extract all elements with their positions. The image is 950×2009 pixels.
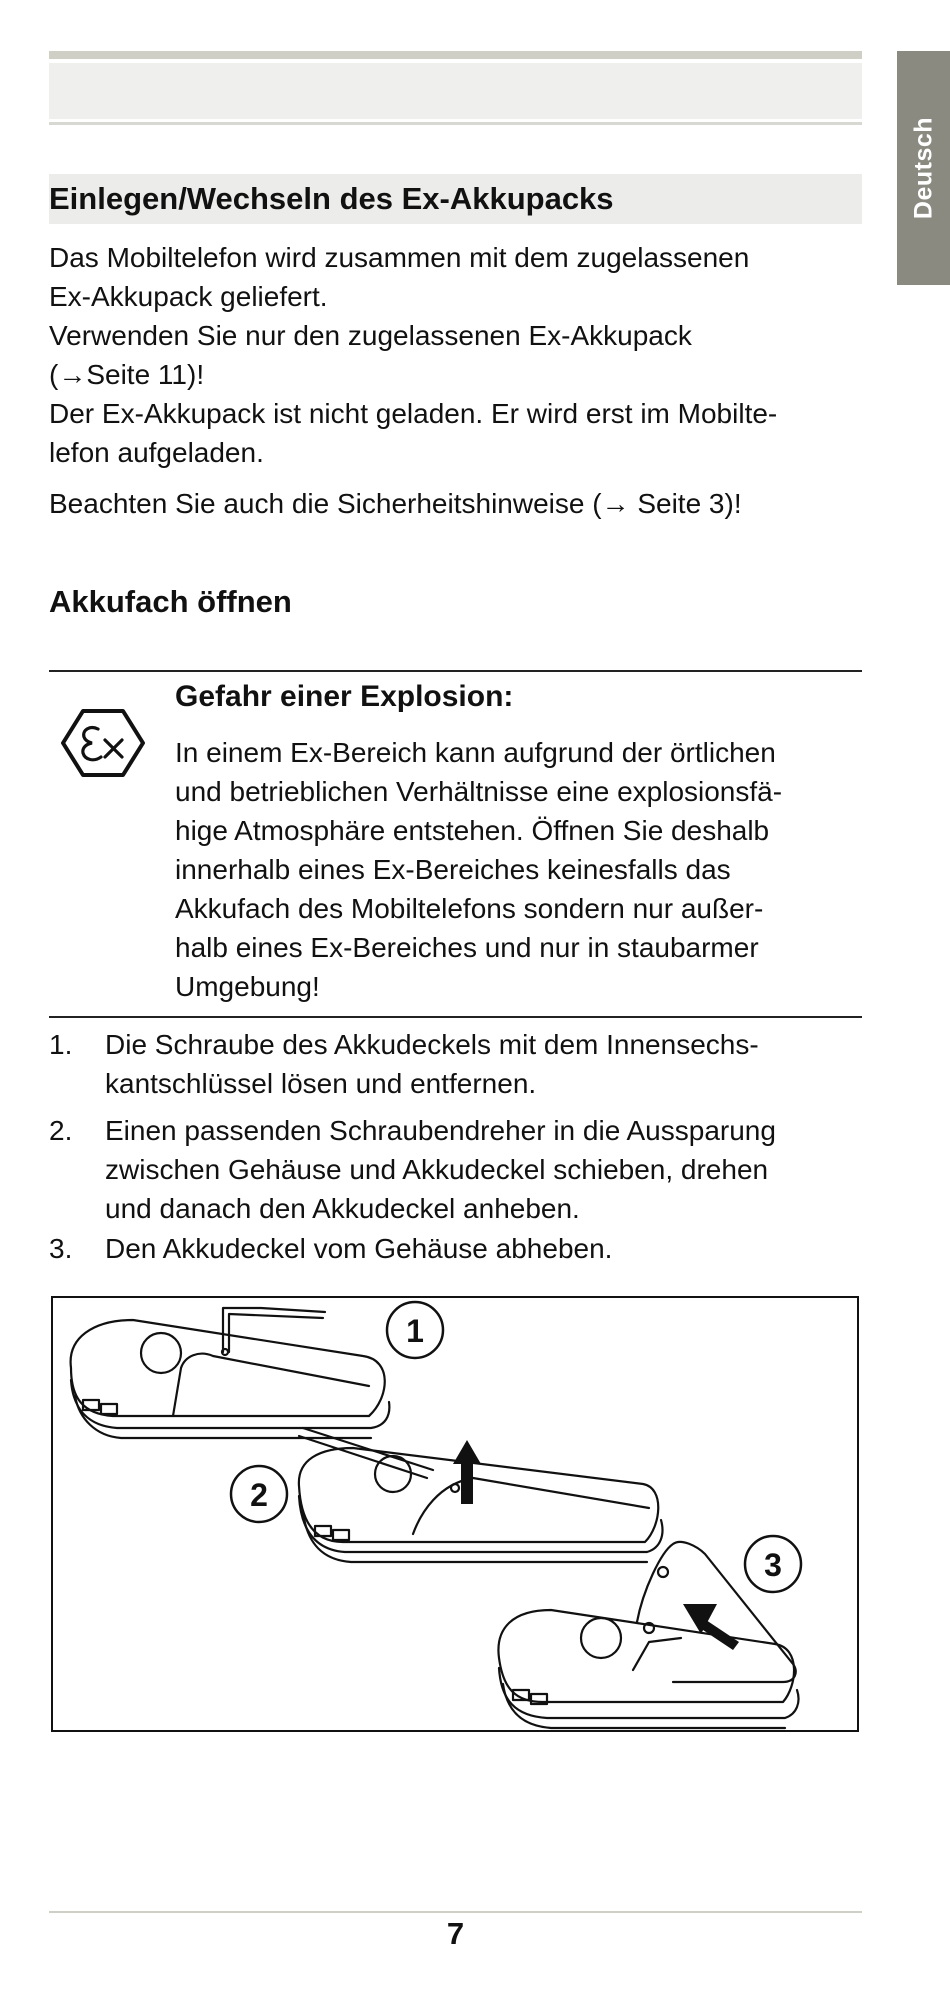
section-title: Einlegen/Wechseln des Ex-Akkupacks (49, 181, 614, 216)
step-3-number: 3. (49, 1233, 73, 1264)
warning-line-4: innerhalb eines Ex-Bereiches keinesfalls das (175, 854, 731, 885)
intro-line-7: Beachten Sie auch die Sicherheitshinweise (→ Seite 3)! (49, 488, 742, 519)
intro-line-6: lefon aufgeladen. (49, 437, 264, 468)
step-2-line-3: und danach den Akkudeckel anheben. (105, 1193, 580, 1224)
language-tab-label: Deutsch (909, 116, 937, 220)
warning-line-5: Akkufach des Mobiltelefons sondern nur außer- (175, 893, 764, 924)
step-1-number: 1. (49, 1029, 73, 1060)
step-3-line-1: Den Akkudeckel vom Gehäuse abheben. (105, 1233, 613, 1264)
battery-cover-illustration (51, 1296, 859, 1732)
phone-step-1-drawing (71, 1308, 390, 1438)
intro-line-4: (→Seite 11)! (49, 359, 205, 390)
slide-arrow-icon (683, 1604, 739, 1650)
warning-title: Gefahr einer Explosion: (175, 680, 514, 713)
intro-line-2: Ex-Akkupack geliefert. (49, 281, 328, 312)
warning-line-1: In einem Ex-Bereich kann aufgrund der örtlichen (175, 737, 776, 768)
step-1-line-1: Die Schraube des Akkudeckels mit dem Innensechs- (105, 1029, 759, 1060)
callout-1-label: 1 (406, 1313, 424, 1349)
step-2-line-2: zwischen Gehäuse und Akkudeckel schieben, drehen (105, 1154, 769, 1185)
step-2-number: 2. (49, 1115, 73, 1146)
warning-bottom-rule (49, 1016, 862, 1018)
callout-2-label: 2 (250, 1477, 268, 1513)
callout-3-label: 3 (764, 1547, 782, 1583)
header-band (49, 63, 862, 119)
subsection-title: Akkufach öffnen (49, 584, 292, 619)
page-number: 7 (446, 1916, 465, 1951)
language-tab[interactable] (897, 51, 950, 285)
header-rule (49, 51, 862, 59)
intro-line-1: Das Mobiltelefon wird zusammen mit dem zugelassenen (49, 242, 750, 273)
ex-explosion-hazard-icon (57, 697, 149, 789)
warning-line-6: halb eines Ex-Bereiches und nur in staubarmer (175, 932, 759, 963)
warning-line-2: und betrieblichen Verhältnisse eine explosionsfä- (175, 776, 783, 807)
warning-top-rule (49, 670, 862, 672)
phone-step-2-drawing (299, 1428, 663, 1562)
header-rule-bottom (49, 122, 862, 125)
intro-line-5: Der Ex-Akkupack ist nicht geladen. Er wird erst im Mobilte- (49, 398, 778, 429)
warning-line-7: Umgebung! (175, 971, 320, 1002)
intro-line-3: Verwenden Sie nur den zugelassenen Ex-Akkupack (49, 320, 692, 351)
step-2-line-1: Einen passenden Schraubendreher in die Aussparung (105, 1115, 776, 1146)
warning-line-3: hige Atmosphäre entstehen. Öffnen Sie deshalb (175, 815, 770, 846)
lift-arrow-icon (453, 1440, 481, 1504)
step-1-line-2: kantschlüssel lösen und entfernen. (105, 1068, 537, 1099)
